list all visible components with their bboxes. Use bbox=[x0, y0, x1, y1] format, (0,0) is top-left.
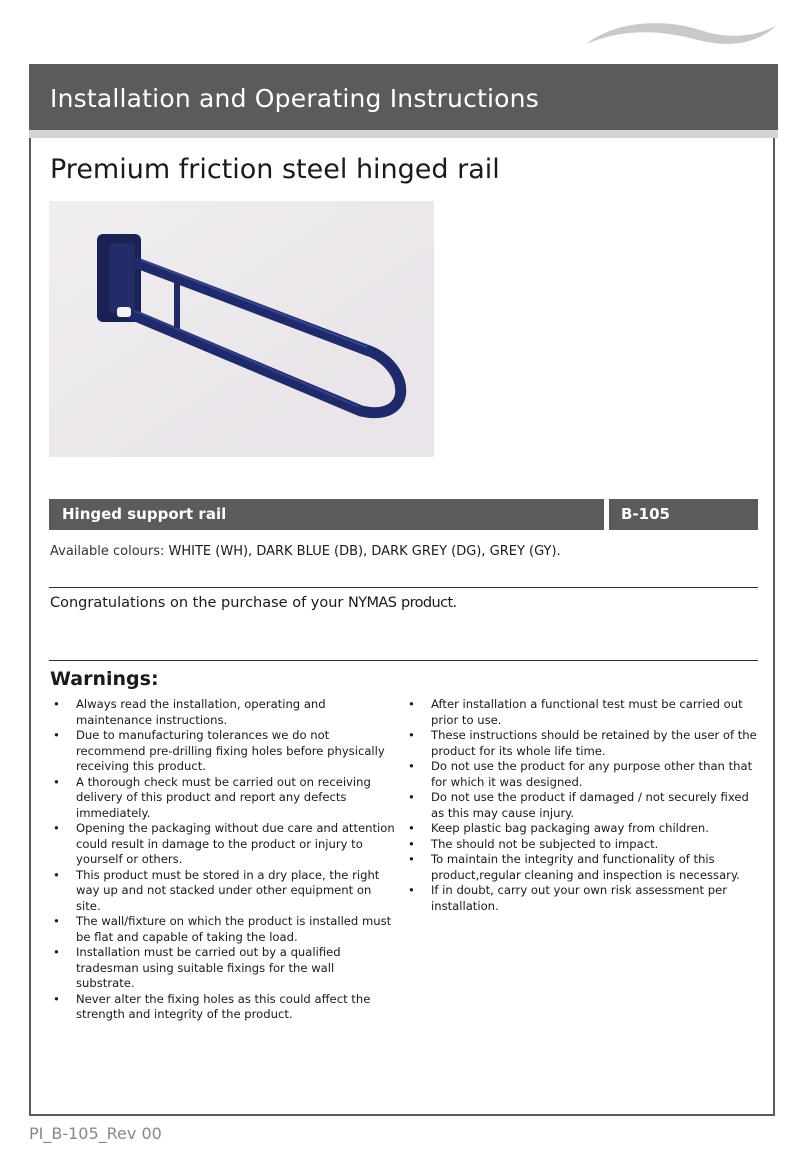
warning-item: • Due to manufacturing tolerances we do not recommend pre-drilling fixing holes before physically receiving this product. bbox=[53, 728, 385, 773]
product-title: Premium friction steel hinged rail bbox=[50, 154, 500, 185]
congratulations-text bbox=[50, 595, 457, 611]
warning-item: • To maintain the integrity and functionality of this product,regular cleaning and inspection is necessary. bbox=[408, 852, 740, 882]
warning-item: • Do not use the product if damaged / not securely fixed as this may cause injury. bbox=[408, 790, 749, 820]
divider bbox=[49, 587, 758, 588]
warning-item: • Always read the installation, operating and maintenance instructions. bbox=[53, 697, 326, 727]
warning-item: • Installation must be carried out by a qualified tradesman using suitable fixings for the wall substrate. bbox=[53, 945, 341, 990]
product-name-bar: Hinged support rail bbox=[49, 499, 604, 530]
available-colours bbox=[50, 544, 561, 559]
congrats-suffix: product. bbox=[400, 595, 457, 611]
warning-item: • After installation a functional test must be carried out prior to use. bbox=[408, 697, 743, 727]
colours-label: Available colours: bbox=[50, 544, 165, 559]
warning-item: • The should not be subjected to impact. bbox=[408, 836, 659, 851]
warnings-heading: Warnings: bbox=[50, 668, 159, 690]
warning-item: • These instructions should be retained by the user of the product for its whole life time. bbox=[408, 728, 757, 758]
divider bbox=[49, 660, 758, 661]
document-title: Installation and Operating Instructions bbox=[50, 84, 539, 113]
colours-value: WHITE (WH), DARK BLUE (DB), DARK GREY (DG), GREY (GY). bbox=[168, 544, 561, 559]
brand-name: NYMAS bbox=[348, 595, 397, 611]
warning-item: • A thorough check must be carried out on receiving delivery of this product and report any defects immediately. bbox=[53, 774, 371, 820]
hinged-rail-photo bbox=[49, 201, 434, 457]
warning-item: • If in doubt, carry out your own risk assessment per installation. bbox=[408, 883, 727, 913]
warning-item: • Keep plastic bag packaging away from children. bbox=[408, 821, 709, 835]
warning-item: • Never alter the fixing holes as this could affect the strength and integrity of the product. bbox=[53, 991, 371, 1021]
warnings-list-left bbox=[50, 697, 395, 1023]
warning-item: • This product must be stored in a dry place, the right way up and not stacked under other equipment on site. bbox=[53, 867, 380, 913]
warning-item: • Do not use the product for any purpose other than that for which it was designed. bbox=[408, 759, 753, 789]
document-code: PI_B-105_Rev 00 bbox=[29, 1124, 162, 1143]
logo-swoosh-icon bbox=[580, 14, 780, 50]
warning-item: • Opening the packaging without due care and attention could result in damage to the product or injury to yourself or others. bbox=[53, 821, 395, 866]
product-code-bar: B-105 bbox=[609, 499, 758, 530]
warnings-list-right bbox=[405, 697, 760, 914]
congrats-text: Congratulations on the purchase of your bbox=[50, 595, 344, 611]
warning-item: • The wall/fixture on which the product is installed must be flat and capable of taking the load. bbox=[53, 914, 392, 944]
